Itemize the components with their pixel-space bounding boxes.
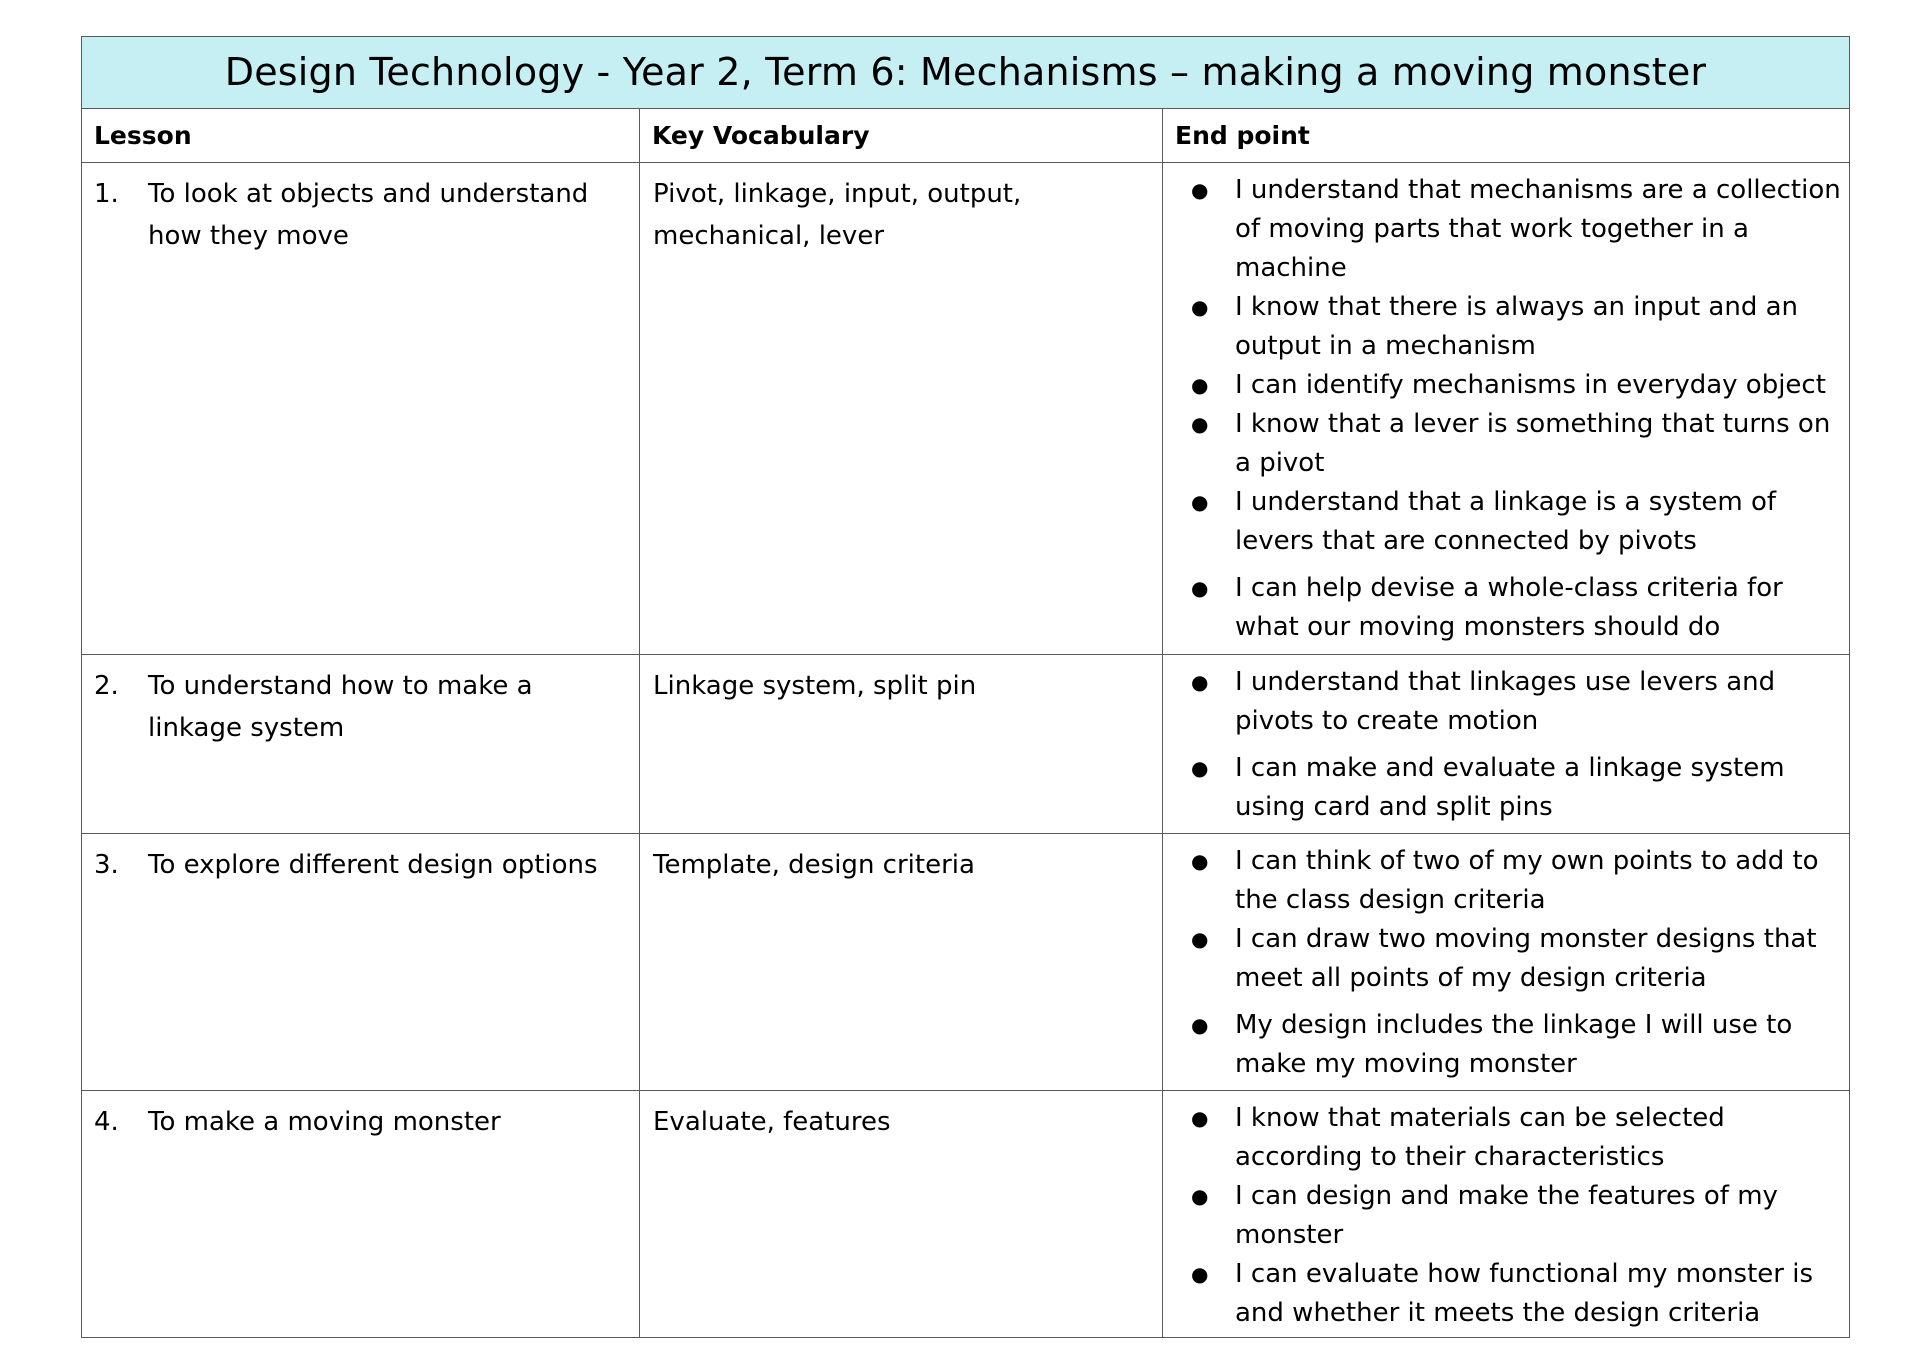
lesson-number: 3.	[94, 850, 119, 880]
end-point-cell	[1163, 163, 1850, 655]
lesson-title: To make a moving monster	[148, 1107, 501, 1137]
lesson-row-4	[82, 1091, 1850, 1338]
header-lesson: Lesson	[82, 109, 640, 163]
lesson-title: To understand how to make a linkage system	[148, 671, 533, 743]
header-key-vocabulary: Key Vocabulary	[640, 109, 1163, 163]
bullet-icon: ●	[1191, 295, 1209, 319]
bullet-icon: ●	[1191, 756, 1209, 780]
vocabulary-cell: Template, design criteria	[640, 834, 1163, 1091]
end-point-item: ● I know that a lever is something that turns on a pivot	[1163, 405, 1841, 483]
end-point-item: ● I can evaluate how functional my monster is and whether it meets the design criteria	[1163, 1255, 1841, 1333]
bullet-icon: ●	[1191, 412, 1209, 436]
lesson-row-1	[82, 163, 1850, 655]
end-point-cell	[1163, 655, 1850, 834]
end-point-item: ● I know that materials can be selected according to their characteristics	[1163, 1099, 1841, 1177]
end-point-cell	[1163, 834, 1850, 1091]
bullet-icon: ●	[1191, 1184, 1209, 1208]
bullet-icon: ●	[1191, 849, 1209, 873]
end-point-item: ● I can identify mechanisms in everyday object	[1163, 366, 1841, 405]
end-point-list	[1163, 171, 1841, 647]
vocabulary-cell: Evaluate, features	[640, 1091, 1163, 1338]
lesson-row-2	[82, 655, 1850, 834]
vocabulary-cell: Linkage system, split pin	[640, 655, 1163, 834]
end-point-cell	[1163, 1091, 1850, 1338]
bullet-icon: ●	[1191, 1262, 1209, 1286]
end-point-list	[1163, 842, 1841, 1084]
bullet-icon: ●	[1191, 178, 1209, 202]
end-point-list	[1163, 663, 1841, 827]
lesson-title: To look at objects and understand how they move	[148, 179, 589, 251]
end-point-item: ● I can make and evaluate a linkage system using card and split pins	[1163, 749, 1841, 827]
end-point-item: ● I can design and make the features of my monster	[1163, 1177, 1841, 1255]
header-end-point: End point	[1163, 109, 1850, 163]
lesson-cell	[82, 163, 640, 655]
end-point-item: ● I understand that a linkage is a system of levers that are connected by pivots	[1163, 483, 1841, 561]
bullet-icon: ●	[1191, 1013, 1209, 1037]
bullet-icon: ●	[1191, 373, 1209, 397]
bullet-icon: ●	[1191, 1106, 1209, 1130]
vocabulary-cell: Pivot, linkage, input, output, mechanical, lever	[640, 163, 1163, 655]
end-point-item: ● I can help devise a whole-class criteria for what our moving monsters should do	[1163, 569, 1841, 647]
end-point-list	[1163, 1099, 1841, 1333]
bullet-icon: ●	[1191, 670, 1209, 694]
lesson-title: To explore different design options	[148, 850, 598, 880]
lesson-number: 1.	[94, 179, 119, 209]
document-title: Design Technology - Year 2, Term 6: Mechanisms – making a moving monster	[82, 37, 1850, 109]
lesson-cell	[82, 655, 640, 834]
end-point-item: ● I can think of two of my own points to add to the class design criteria	[1163, 842, 1841, 920]
end-point-item: ● I understand that mechanisms are a collection of moving parts that work together in a machine	[1163, 171, 1841, 288]
curriculum-table	[81, 36, 1850, 1338]
lesson-number: 2.	[94, 671, 119, 701]
lesson-cell	[82, 1091, 640, 1338]
end-point-item: ● I understand that linkages use levers and pivots to create motion	[1163, 663, 1841, 741]
bullet-icon: ●	[1191, 927, 1209, 951]
end-point-item: ● I can draw two moving monster designs that meet all points of my design criteria	[1163, 920, 1841, 998]
end-point-item: ● I know that there is always an input and an output in a mechanism	[1163, 288, 1841, 366]
end-point-item: ● My design includes the linkage I will use to make my moving monster	[1163, 1006, 1841, 1084]
bullet-icon: ●	[1191, 490, 1209, 514]
lesson-cell	[82, 834, 640, 1091]
lesson-number: 4.	[94, 1107, 119, 1137]
bullet-icon: ●	[1191, 576, 1209, 600]
lesson-row-3	[82, 834, 1850, 1091]
